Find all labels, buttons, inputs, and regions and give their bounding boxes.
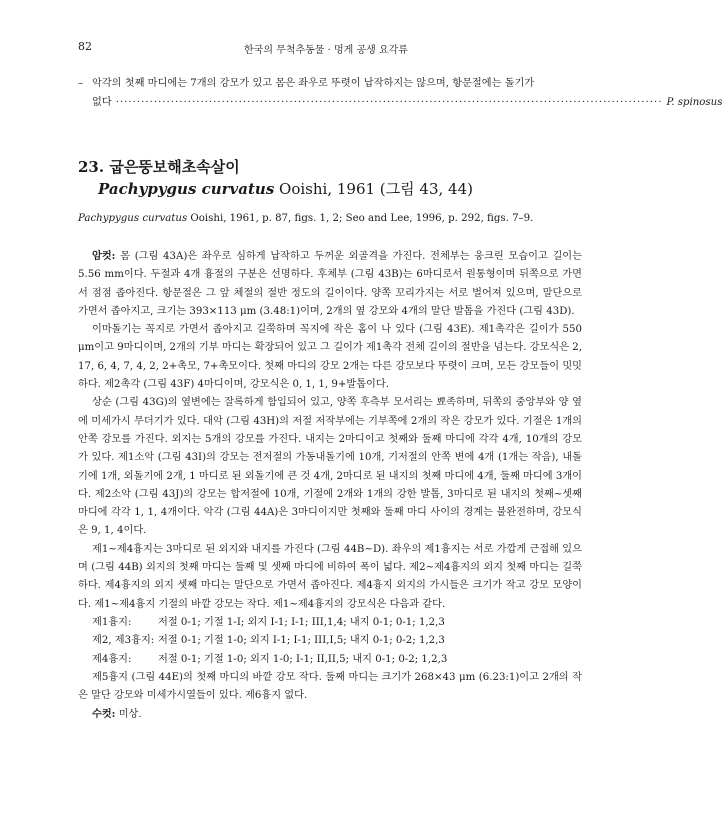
species-authority: Ooishi, 1961 (그림 43, 44)	[274, 180, 473, 198]
male-label: 수컷:	[92, 708, 116, 721]
setation-leg: 제4흉지:	[92, 653, 132, 665]
running-title: 한국의 무척추동물 · 멍게 공생 요각류	[244, 45, 408, 56]
male-text: 미상.	[115, 709, 142, 721]
mouthparts-paragraph: 상순 (그림 43G)의 옆변에는 잘록하게 함입되어 있고, 양쪽 후측부 모서리는 뾰족하며, 뒤쪽의 중앙부와 양 옆에 미세가시 무더기가 있다. 대악 (그림 43H)의 저절 저작부에는 기부쪽에 2개의 작은 강모가 있다. 기절은 1개의 안쪽 강모를 가진다. 외지는 5개의 강모를 가진다. 내지는 2마디이고 첫째와 둘째 마디에 각각 4개, 10개의 강모가 있다. 제1소악 (그림 43I)의 강모는 전저절의 가동내돌기에 10개, 기저절의 안쪽 변에 4개 (1개는 작음), 내돌기에 1개, 외돌기에 2개, 1 마디로 된 외돌기에 큰 것 4개, 2마디로 된 내지의 첫째 마디에 4개, 둘째 마디에 3개이다. 제2소악 (그림 43J)의 강모는 합저절에 10개, 기절에 2개와 1개의 강한 발톱, 3마디로 된 내지의 첫째~셋째 마디에 각각 1, 1, 4개이다. 악각 (그림 44A)은 3마디이지만 첫째와 둘째 마디 사이의 경계는 불완전하며, 강모식은 9, 1, 4이다.	[78, 397, 582, 537]
male-paragraph	[78, 705, 582, 724]
setation-formula: 저절 0-1; 기절 1-0; 외지 I-1; I-1; III,I,5; 내지 0-1; 0-2; 1,2,3	[158, 635, 445, 647]
setation-leg: 제1흉지:	[92, 616, 132, 628]
antenna-paragraph: 이마돌기는 꼭지로 가면서 좁아지고 길쭉하며 꼭지에 작은 홈이 나 있다 (그림 43E). 제1촉각은 길이가 550 μm이고 9마디이며, 2개의 기부 마디는 확장되어 있고 그 길이가 제1촉각 전체 길이의 절반을 넘는다. 강모식은 2, 17, 6, 4, 7, 4, 2, 2+촉모, 7+촉모이다. 첫째 마디의 강모 2개는 다른 강모보다 뚜렷이 크며, 모든 강모들이 밋밋하다. 제2촉각 (그림 43F) 4마디이며, 강모식은 0, 1, 1, 9+발톱이다.	[78, 324, 582, 391]
species-scientific-line	[78, 178, 590, 200]
female-text: 몸 (그림 43A)은 좌우로 심하게 납작하고 두꺼운 외골격을 가진다. 전체부는 웅크린 모습이고 길이는 5.56 mm이다. 두절과 4개 흉절의 구분은 선명하다. 후체부 (그림 43B)는 6마디로서 원통형이며 뒤쪽으로 가면서 점점 좁아진다. 항문절은 그 앞 체절의 절반 정도의 길이이다. 양쪽 꼬리가지는 서로 벌어져 있으며, 말단으로 가면서 좁아지고, 크기는 393×113 μm (3.48:1)이며, 2개의 옆 강모와 4개의 말단 발톱을 가진다 (그림 43D).	[78, 251, 582, 317]
female-label: 암컷:	[92, 250, 116, 262]
legs-paragraph: 제1~제4흉지는 3마디로 된 외지와 내지를 가진다 (그림 44B~D). 좌우의 제1흉지는 서로 가깝게 근접해 있으며 (그림 44B) 외지의 첫째 마디는 둘째 및 셋째 마디에 비하여 폭이 넓다. 제2~제4흉지의 외지 첫째 마디는 길쭉하다. 제4흉지의 외지 셋째 마디는 말단으로 가면서 좁아진다. 제4흉지 외지의 가시들은 크기가 작고 강모 모양이다. 제1~제4흉지 기절의 바깥 강모는 작다. 제1~제4흉지의 강모식은 다음과 같다.	[78, 543, 582, 610]
key-species: P. spinosus	[666, 97, 722, 108]
key-line-2-text: 없다	[92, 97, 112, 108]
key-line-1: 악각의 첫째 마디에는 7개의 강모가 있고 몸은 좌우로 뚜렷이 납작하지는 않으며, 항문절에는 돌기가	[92, 78, 535, 89]
synonymy-sci-name: Pachypygus curvatus	[78, 213, 188, 224]
setation-row	[92, 651, 582, 669]
setation-row	[92, 632, 582, 650]
synonymy-references: Ooishi, 1961, p. 87, figs. 1, 2; Seo and Lee, 1996, p. 292, figs. 7–9.	[187, 213, 534, 224]
species-heading	[78, 156, 590, 200]
synonymy	[78, 213, 590, 224]
female-paragraph	[78, 247, 582, 321]
setation-formula: 저절 0-1; 기절 1-0; 외지 1-0; I-1; II,II,5; 내지 0-1; 0-2; 1,2,3	[158, 653, 448, 665]
key-leader-dots: ·································································································································	[115, 97, 663, 108]
setation-row	[92, 614, 582, 632]
species-number-name: 23. 굽은뚱보해초속살이	[78, 158, 240, 176]
setation-formula: 저절 0-1; 기절 1-I; 외지 I-1; I-1; III,1,4; 내지 0-1; 0-1; 1,2,3	[158, 616, 445, 628]
setation-table	[78, 614, 582, 669]
key-dash: –	[78, 78, 84, 89]
page-header	[78, 40, 574, 56]
leg5-paragraph: 제5흉지 (그림 44E)의 첫째 마디의 바깥 강모 작다. 둘째 마디는 크기가 268×43 μm (6.23:1)이고 2개의 작은 말단 강모와 미세가시열들이 있다. 제6흉지 없다.	[78, 671, 582, 702]
identification-key-couplet	[78, 74, 722, 112]
species-sci-name: Pachypygus curvatus	[98, 180, 275, 198]
setation-leg: 제2, 제3흉지:	[92, 635, 155, 647]
description-body	[78, 247, 582, 725]
page-number: 82	[78, 40, 92, 53]
key-line-2	[78, 93, 722, 112]
